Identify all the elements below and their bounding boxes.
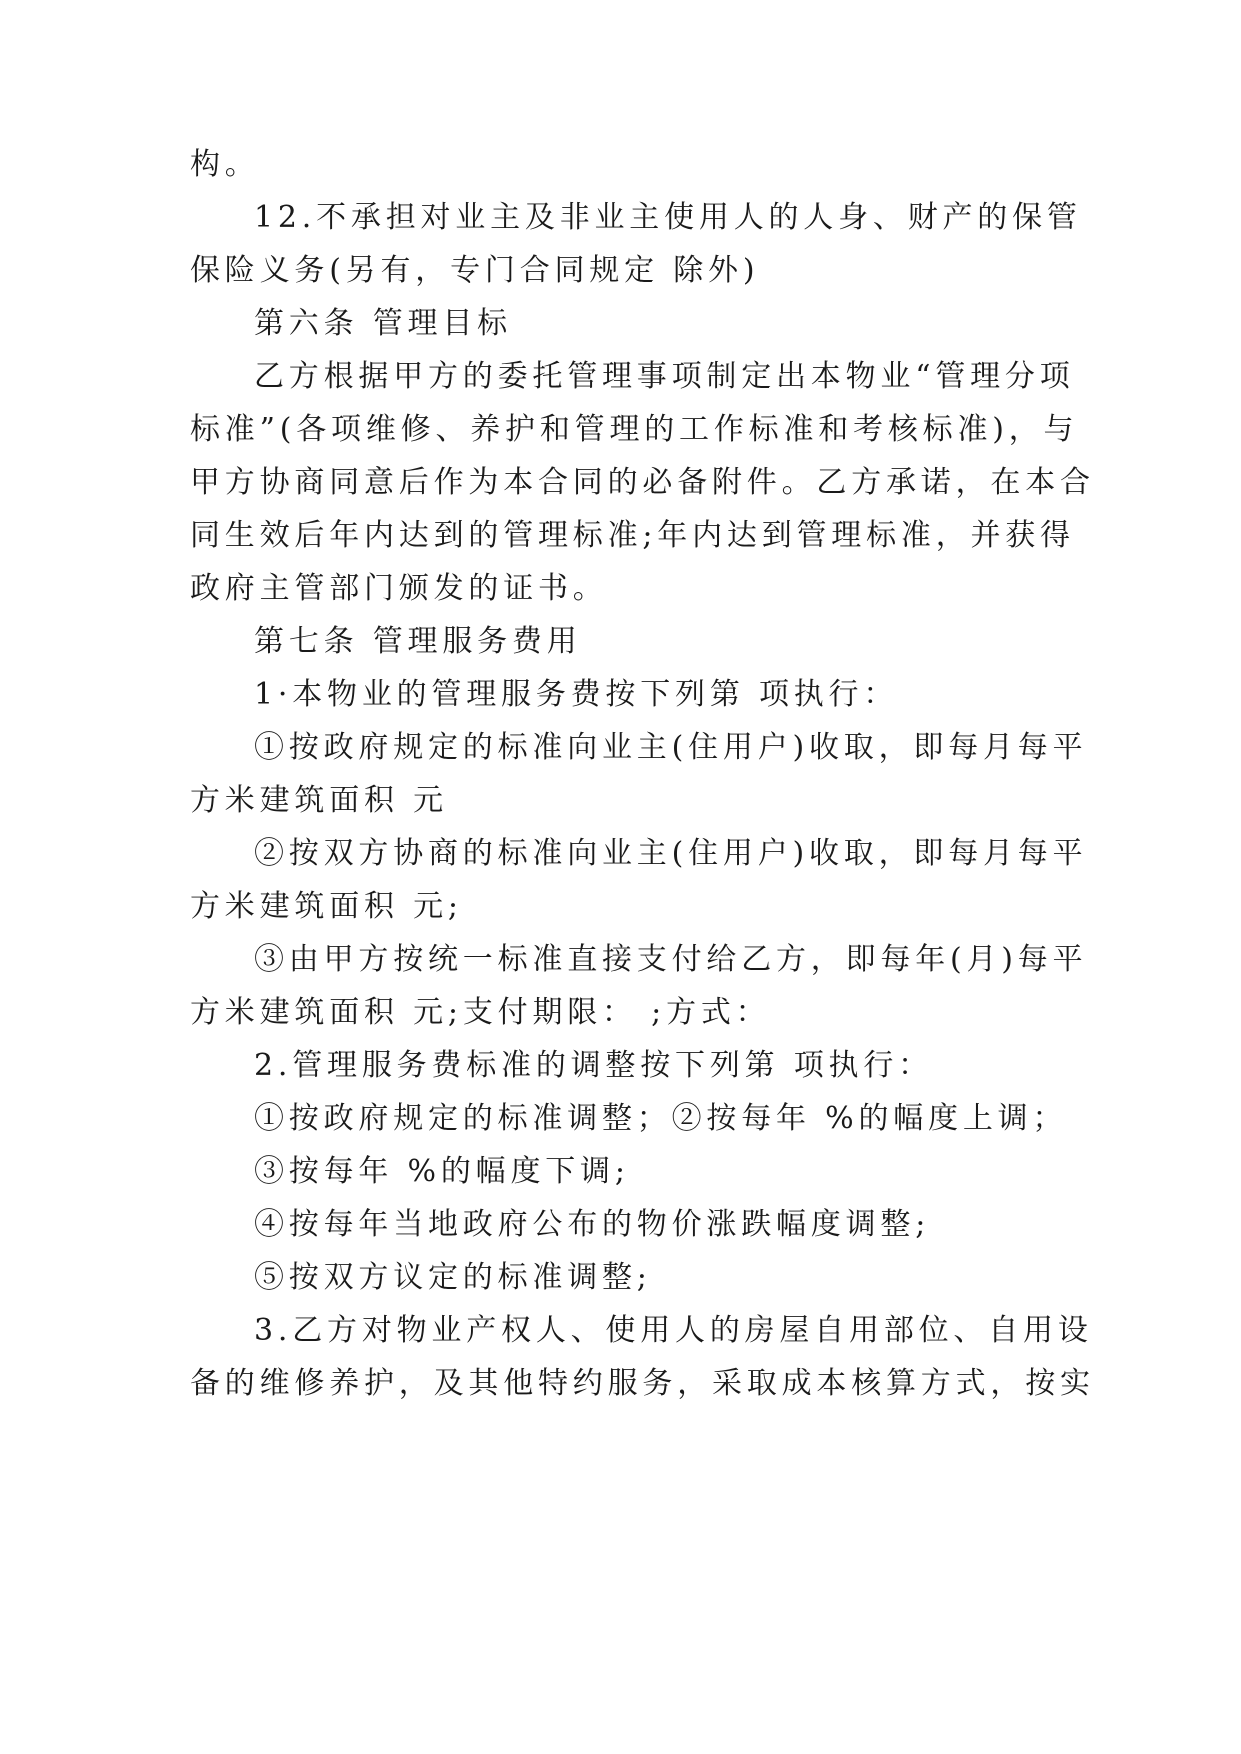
text-line: 构。 [190, 147, 260, 182]
text-line: 2.管理服务费标准的调整按下列第 项执行： [254, 1048, 933, 1083]
text-line: ③按每年 %的幅度下调; [254, 1154, 630, 1189]
text-line: ⑤按双方议定的标准调整; [254, 1260, 652, 1295]
text-line: ③由甲方按统一标准直接支付给乙方，即每年(月)每平 [254, 942, 1088, 977]
text-line: 3.乙方对物业产权人、使用人的房屋自用部位、自用设 [254, 1313, 1093, 1348]
text-line: 方米建筑面积 元 [190, 783, 448, 818]
text-line: 甲方协商同意后作为本合同的必备附件。乙方承诺，在本合 [190, 465, 1095, 500]
text-line: ②按双方协商的标准向业主(住用户)收取，即每月每平 [254, 836, 1088, 871]
text-line: 备的维修养护，及其他特约服务，采取成本核算方式，按实 [190, 1366, 1095, 1401]
text-line: 方米建筑面积 元; [190, 889, 463, 924]
text-line: 方米建筑面积 元;支付期限： ;方式： [190, 995, 771, 1030]
section-heading: 第六条 管理目标 [254, 306, 512, 341]
text-line: 同生效后年内达到的管理标准;年内达到管理标准，并获得 [190, 518, 1075, 553]
text-line: ①按政府规定的标准调整；②按每年 %的幅度上调； [254, 1101, 1068, 1136]
section-heading: 第七条 管理服务费用 [254, 624, 582, 659]
text-line: 乙方根据甲方的委托管理事项制定出本物业“管理分项 [254, 359, 1075, 394]
text-line: 1·本物业的管理服务费按下列第 项执行： [254, 677, 899, 712]
text-line: ①按政府规定的标准向业主(住用户)收取，即每月每平 [254, 730, 1088, 765]
text-line: 政府主管部门颁发的证书。 [190, 571, 608, 606]
text-line: ④按每年当地政府公布的物价涨跌幅度调整; [254, 1207, 931, 1242]
text-line: 12.不承担对业主及非业主使用人的人身、财产的保管 [254, 200, 1082, 235]
text-line: 标准”(各项维修、养护和管理的工作标准和考核标准)，与 [190, 412, 1079, 447]
text-line: 保险义务(另有，专门合同规定 除外) [190, 253, 760, 288]
